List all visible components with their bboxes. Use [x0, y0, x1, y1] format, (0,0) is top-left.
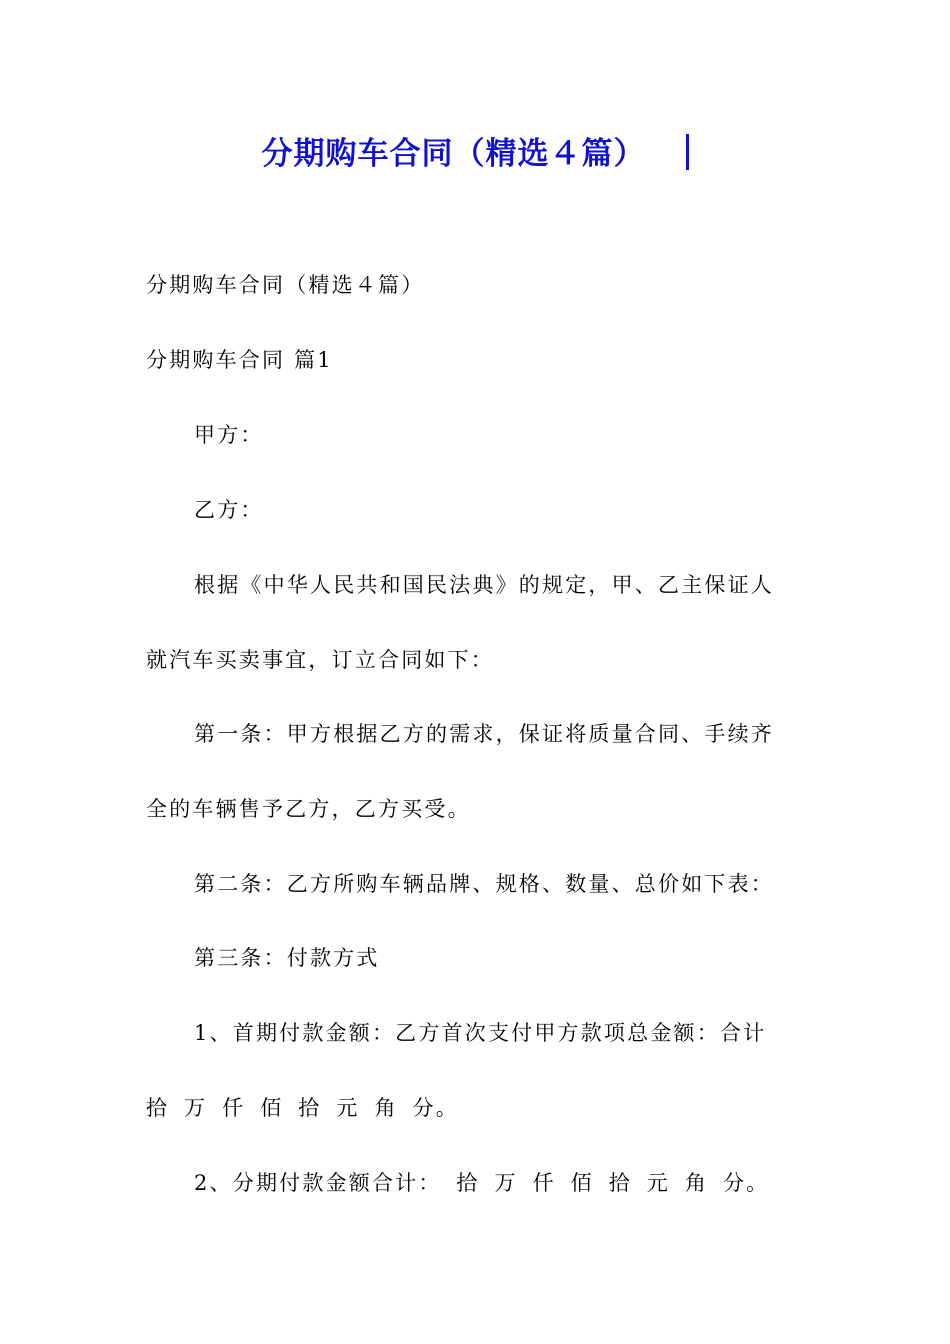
paragraph-item2: 2、分期付款金额合计： 拾 万 仟 佰 拾 元 角 分。 [194, 1171, 770, 1195]
paragraph-section-title: 分期购车合同 篇1 [146, 348, 333, 372]
paragraph-preamble-line2: 就汽车买卖事宜，订立合同如下： [146, 648, 494, 672]
text-cursor [686, 134, 689, 170]
document-title [0, 128, 950, 173]
paragraph-article1-line1: 第一条：甲方根据乙方的需求，保证将质量合同、手续齐 [194, 722, 774, 746]
paragraph-party-b: 乙方： [194, 498, 264, 522]
paragraph-preamble-line1: 根据《中华人民共和国民法典》的规定，甲、乙主保证人 [194, 573, 774, 597]
paragraph-party-a: 甲方： [194, 423, 264, 447]
paragraph-item1-line2: 拾 万 仟 佰 拾 元 角 分。 [146, 1096, 459, 1120]
paragraph-article2: 第二条：乙方所购车辆品牌、规格、数量、总价如下表： [194, 872, 774, 896]
paragraph-article1-line2: 全的车辆售予乙方，乙方买受。 [146, 797, 471, 821]
paragraph-article3: 第三条：付款方式 [194, 946, 380, 970]
paragraph-item1-line1: 1、首期付款金额：乙方首次支付甲方款项总金额：合计 [194, 1021, 767, 1045]
paragraph-heading: 分期购车合同（精选４篇） [146, 273, 425, 297]
document-title-text: 分期购车合同（精选４篇） [261, 136, 646, 172]
